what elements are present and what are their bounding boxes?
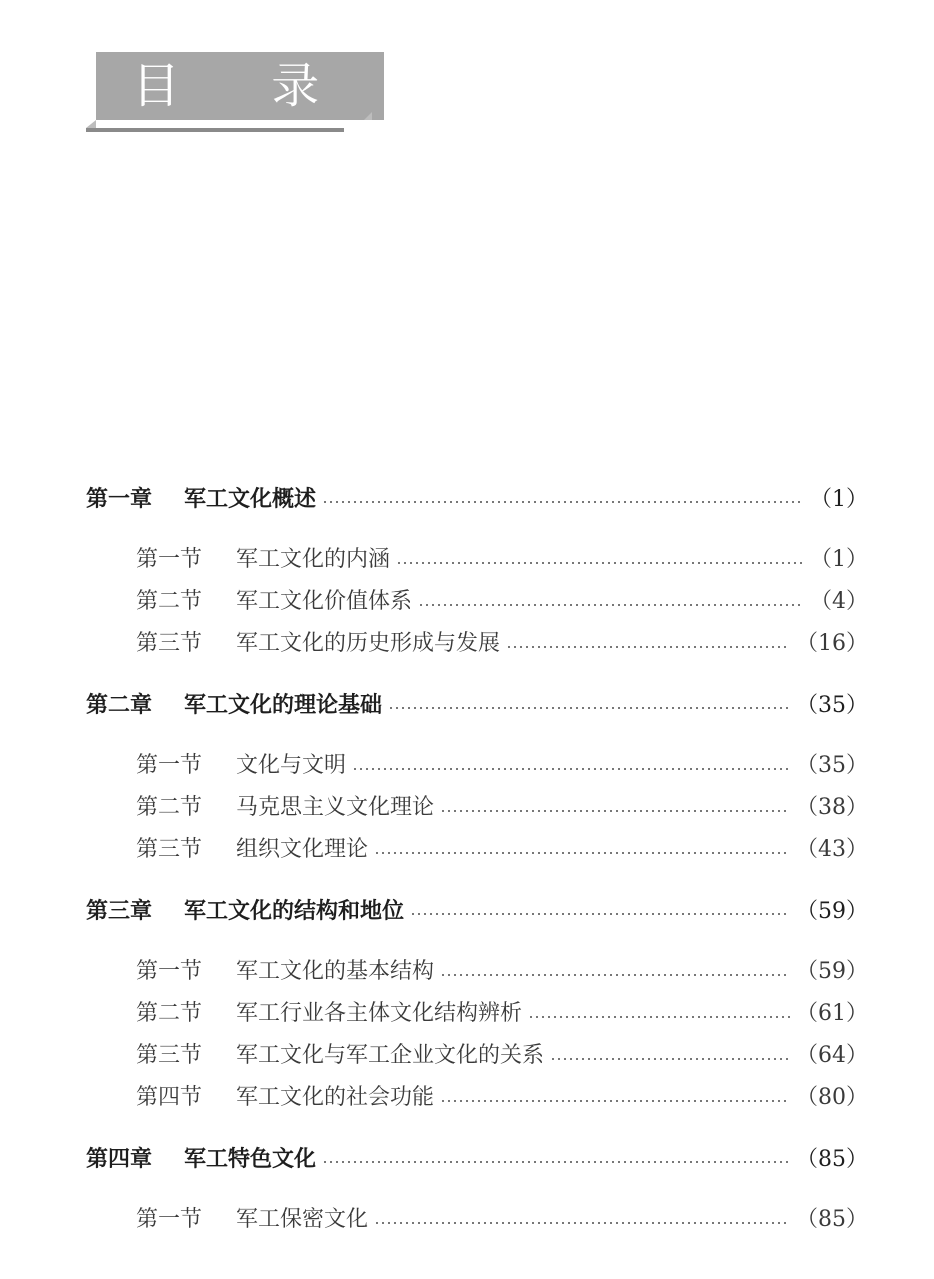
toc-section-entry[interactable] xyxy=(86,627,868,661)
page-number: （1） xyxy=(810,487,868,512)
section-number: 第一节 xyxy=(136,1207,203,1232)
page-number: （59） xyxy=(796,899,868,924)
page-title: 目 录 xyxy=(132,58,358,114)
dot-leader xyxy=(506,646,790,648)
page-number: （59） xyxy=(796,959,868,984)
banner-fold-left xyxy=(86,120,96,128)
toc-section-entry[interactable] xyxy=(86,543,868,577)
section-number: 第一节 xyxy=(136,959,203,984)
section-title: 军工文化与军工企业文化的关系 xyxy=(236,1043,545,1068)
page-number: （1） xyxy=(810,547,868,572)
title-banner xyxy=(96,52,384,120)
section-title: 文化与文明 xyxy=(236,753,347,778)
page-number: （80） xyxy=(796,1085,868,1110)
chapter-title: 军工特色文化 xyxy=(184,1146,317,1172)
dot-leader xyxy=(388,707,790,709)
toc-section-entry[interactable] xyxy=(86,1081,868,1115)
section-number: 第三节 xyxy=(136,631,203,656)
section-title: 军工文化的社会功能 xyxy=(236,1085,435,1110)
toc-section-entry[interactable] xyxy=(86,1039,868,1073)
dot-leader xyxy=(440,1100,790,1102)
section-number: 第二节 xyxy=(136,589,203,614)
toc-section-entry[interactable] xyxy=(86,585,868,619)
section-number: 第三节 xyxy=(136,837,203,862)
toc-section-entry[interactable] xyxy=(86,791,868,825)
dot-leader xyxy=(440,810,790,812)
chapter-number: 第一章 xyxy=(86,486,153,512)
section-title: 军工保密文化 xyxy=(236,1207,369,1232)
dot-leader xyxy=(440,974,790,976)
section-number: 第二节 xyxy=(136,1001,203,1026)
toc-chapter-entry[interactable] xyxy=(86,688,868,722)
dot-leader xyxy=(352,768,790,770)
section-number: 第三节 xyxy=(136,1043,203,1068)
page-number: （64） xyxy=(796,1043,868,1068)
dot-leader xyxy=(396,562,804,564)
dot-leader xyxy=(528,1016,790,1018)
section-title: 马克思主义文化理论 xyxy=(236,795,435,820)
toc-chapter-entry[interactable] xyxy=(86,894,868,928)
section-number: 第一节 xyxy=(136,753,203,778)
toc-section-entry[interactable] xyxy=(86,833,868,867)
page-number: （4） xyxy=(810,589,868,614)
toc-section-entry[interactable] xyxy=(86,997,868,1031)
chapter-title: 军工文化的结构和地位 xyxy=(184,898,405,924)
section-title: 组织文化理论 xyxy=(236,837,369,862)
page-number: （38） xyxy=(796,795,868,820)
section-title: 军工文化的内涵 xyxy=(236,547,391,572)
chapter-number: 第四章 xyxy=(86,1146,153,1172)
dot-leader xyxy=(322,1161,790,1163)
chapter-title: 军工文化概述 xyxy=(184,486,317,512)
toc-chapter-entry[interactable] xyxy=(86,482,868,516)
chapter-title: 军工文化的理论基础 xyxy=(184,692,383,718)
chapter-number: 第二章 xyxy=(86,692,153,718)
section-title: 军工行业各主体文化结构辨析 xyxy=(236,1001,523,1026)
section-title: 军工文化价值体系 xyxy=(236,589,413,614)
dot-leader xyxy=(322,501,804,503)
dot-leader xyxy=(550,1058,790,1060)
page-number: （35） xyxy=(796,693,868,718)
page-number: （35） xyxy=(796,753,868,778)
dot-leader xyxy=(374,852,790,854)
page-number: （85） xyxy=(796,1147,868,1172)
toc-section-entry[interactable] xyxy=(86,749,868,783)
page-number: （43） xyxy=(796,837,868,862)
dot-leader xyxy=(374,1222,790,1224)
page-number: （85） xyxy=(796,1207,868,1232)
toc-list xyxy=(86,482,868,1237)
dot-leader xyxy=(410,913,790,915)
toc-chapter-entry[interactable] xyxy=(86,1142,868,1176)
toc-header xyxy=(86,52,358,136)
section-number: 第一节 xyxy=(136,547,203,572)
toc-section-entry[interactable] xyxy=(86,955,868,989)
toc-section-entry[interactable] xyxy=(86,1203,868,1237)
dot-leader xyxy=(418,604,804,606)
title-underline xyxy=(86,128,344,132)
section-number: 第四节 xyxy=(136,1085,203,1110)
chapter-number: 第三章 xyxy=(86,898,153,924)
page-number: （16） xyxy=(796,631,868,656)
banner-fold-right xyxy=(364,112,372,120)
page-number: （61） xyxy=(796,1001,868,1026)
section-title: 军工文化的基本结构 xyxy=(236,959,435,984)
section-title: 军工文化的历史形成与发展 xyxy=(236,631,501,656)
section-number: 第二节 xyxy=(136,795,203,820)
